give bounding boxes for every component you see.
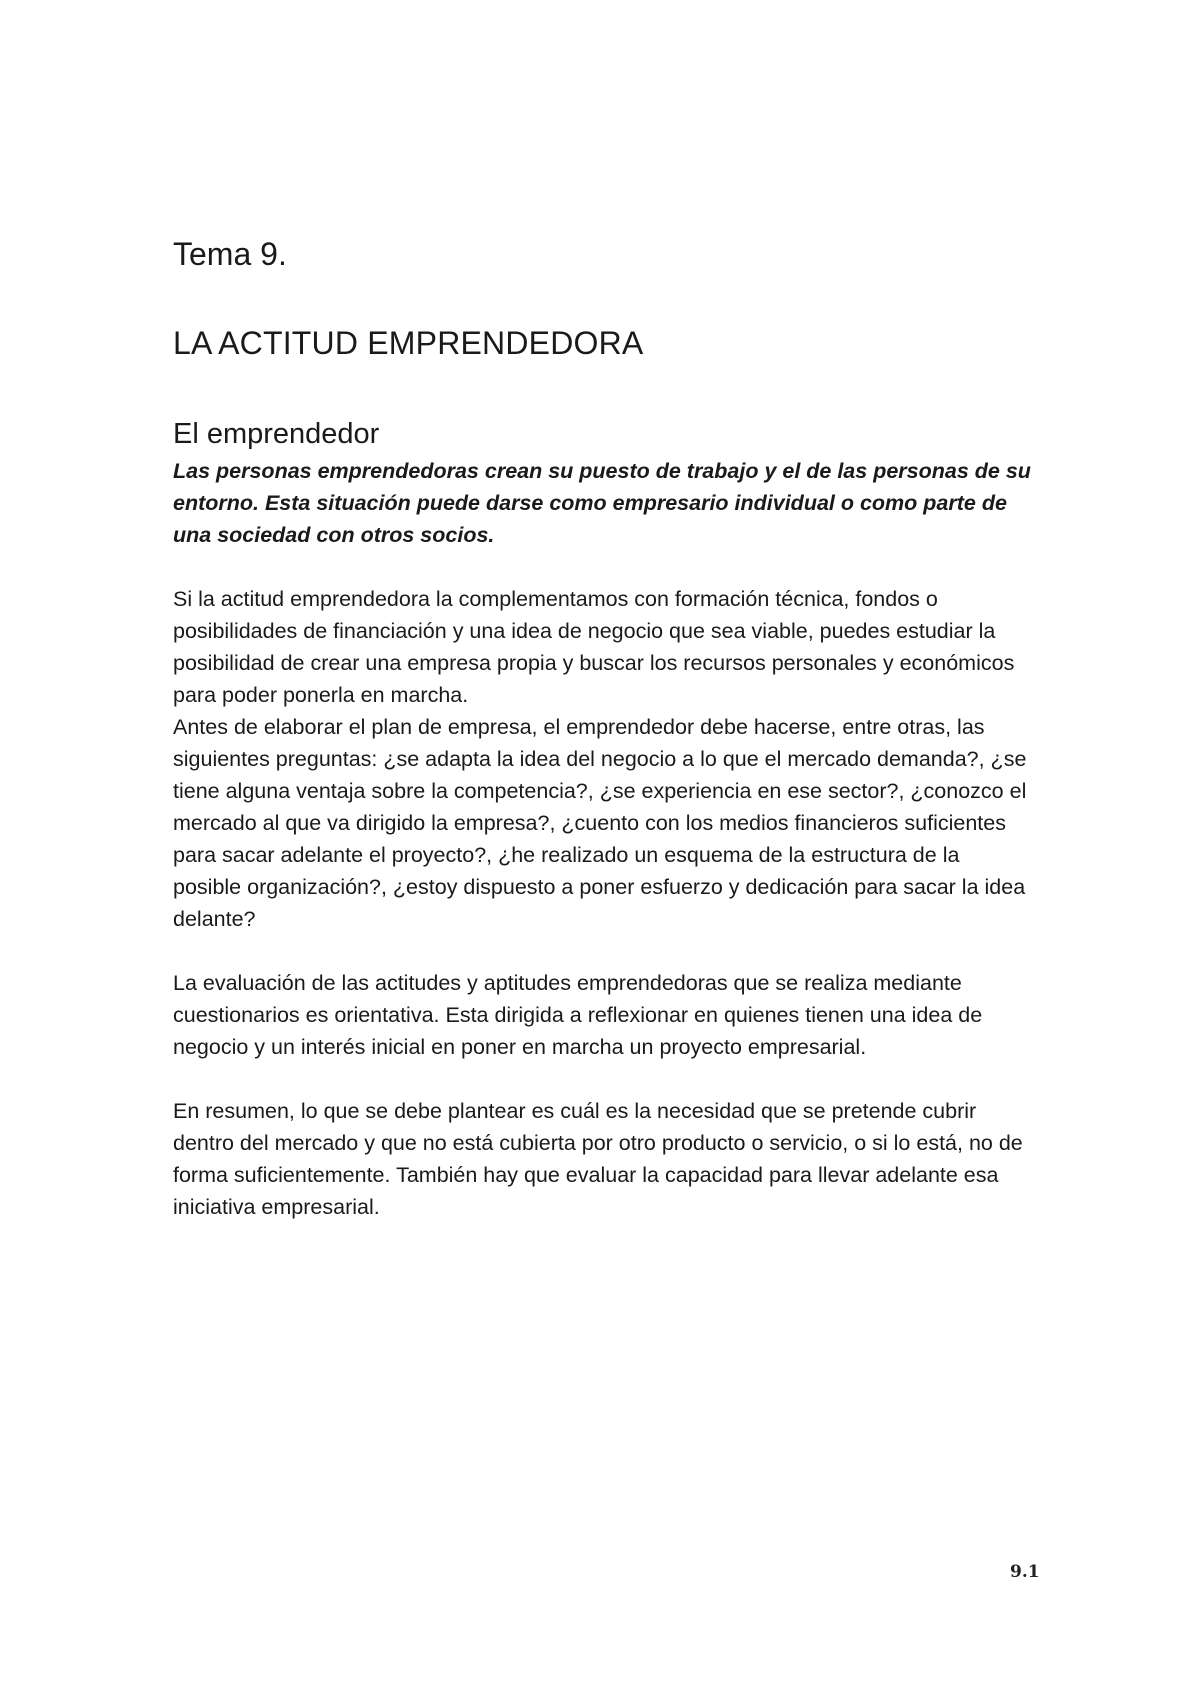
page-title: LA ACTITUD EMPRENDEDORA xyxy=(173,325,644,361)
page-number: 9.1 xyxy=(1010,1562,1040,1582)
body-paragraph-4: En resumen, lo que se debe plantear es cuál es la necesidad que se pretende cubrir dentro del mercado y que no está cubierta por otro producto o servicio, o si lo está, no de forma suficientemente. También hay que evaluar la capacidad para llevar adelante esa iniciativa empresarial. xyxy=(173,1099,1023,1219)
body-paragraph-3: La evaluación de las actitudes y aptitudes emprendedoras que se realiza mediante cuestionarios es orientativa. Esta dirigida a reflexionar en quienes tienen una idea de negocio y un interés inicial en poner en marcha un proyecto empresarial. xyxy=(173,971,983,1059)
page-content xyxy=(173,232,1033,1223)
body-paragraph-2: Antes de elaborar el plan de empresa, el emprendedor debe hacerse, entre otras, las siguientes preguntas: ¿se adapta la idea del negocio a lo que el mercado demanda?, ¿se tiene alguna ventaja sobre la competencia?, ¿se experiencia en ese sector?, ¿conozco el mercado al que va dirigido la empresa?, ¿cuento con los medios financieros suficientes para sacar adelante el proyecto?, ¿he realizado un esquema de la estructura de la posible organización?, ¿estoy dispuesto a poner esfuerzo y dedicación para sacar la idea delante? xyxy=(173,715,1027,931)
chapter-label: Tema 9. xyxy=(173,236,287,272)
body-paragraph-1: Si la actitud emprendedora la complementamos con formación técnica, fondos o posibilidades de financiación y una idea de negocio que sea viable, puedes estudiar la posibilidad de crear una empresa propia y buscar los recursos personales y económicos para poder ponerla en marcha. xyxy=(173,587,1015,707)
section-heading: El emprendedor xyxy=(173,418,380,450)
lead-paragraph: Las personas emprendedoras crean su puesto de trabajo y el de las personas de su entorno. Esta situación puede darse como empresario individual o como parte de una sociedad con otros socios. xyxy=(173,459,1031,547)
